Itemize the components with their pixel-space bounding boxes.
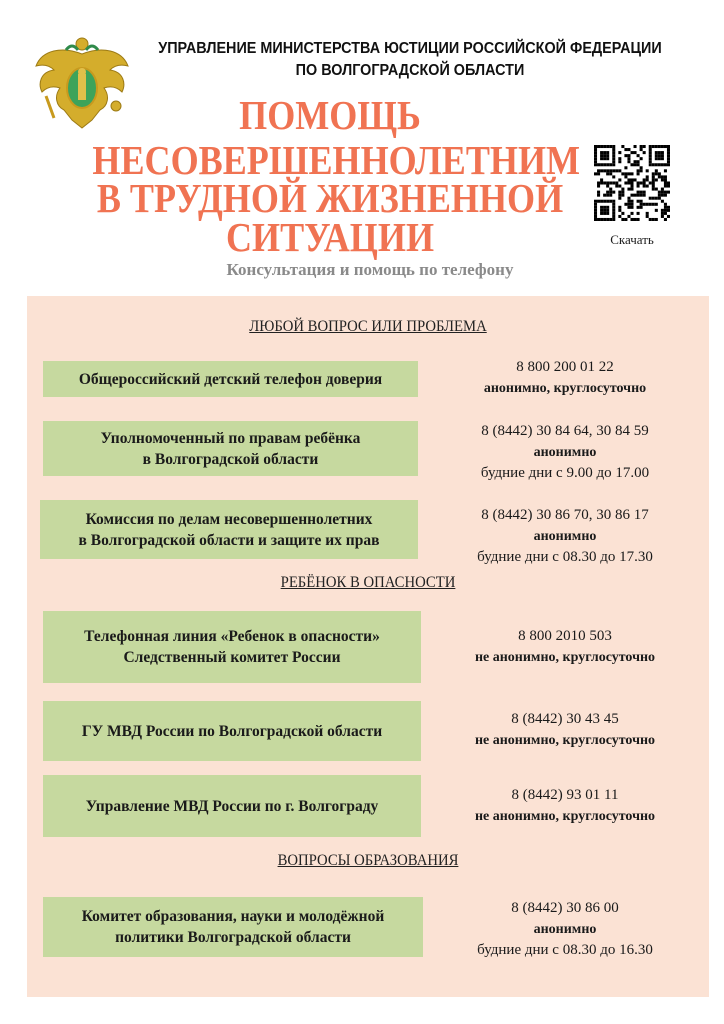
org-name-line: Управление МВД России по г. Волгограду	[85, 797, 379, 815]
org-mvd-region	[43, 701, 421, 761]
availability-note: не анонимно, круглосуточно	[474, 809, 656, 824]
phone-number[interactable]: 8 800 2010 503	[518, 628, 612, 644]
org-name-line: Уполномоченный по правам ребёнка	[100, 429, 361, 447]
poster-title-line3: В ТРУДНОЙ ЖИЗНЕННОЙ	[96, 175, 564, 221]
phone-number[interactable]: 8 (8442) 30 86 00	[511, 900, 619, 916]
section-heading-any-question: ЛЮБОЙ ВОПРОС ИЛИ ПРОБЛЕМА	[249, 318, 487, 335]
org-child-danger-line	[43, 611, 421, 683]
availability-note: не анонимно, круглосуточно	[474, 733, 656, 748]
phone-number[interactable]: 8 800 200 01 22	[516, 359, 614, 375]
org-name-line: Телефонная линия «Ребенок в опасности»	[84, 628, 380, 645]
working-hours: будние дни с 08.30 до 16.30	[477, 942, 653, 958]
phone-number[interactable]: 8 (8442) 30 86 70, 30 86 17	[481, 507, 649, 523]
org-name-line: политики Волгоградской области	[115, 929, 351, 946]
org-education-committee	[43, 897, 423, 957]
org-name-line: Следственный комитет России	[123, 649, 341, 666]
download-label[interactable]: Скачать	[610, 232, 654, 247]
availability-note: анонимно, круглосуточно	[483, 381, 647, 396]
contact-info	[430, 898, 700, 961]
section-heading-child-in-danger: РЕБЁНОК В ОПАСНОСТИ	[280, 574, 456, 591]
org-minors-commission	[40, 500, 418, 559]
section-heading-education: ВОПРОСЫ ОБРАЗОВАНИЯ	[277, 852, 459, 869]
phone-number[interactable]: 8 (8442) 93 01 11	[511, 787, 619, 803]
org-name-line: в Волгоградской области	[142, 450, 319, 468]
org-name-line: Общероссийский детский телефон доверия	[78, 370, 383, 388]
org-mvd-city	[43, 775, 421, 837]
contact-info	[430, 785, 700, 827]
contact-info	[430, 505, 700, 568]
org-name-line: ГУ МВД России по Волгоградской области	[81, 722, 383, 740]
org-name-line: Комитет образования, науки и молодёжной	[81, 908, 385, 925]
availability-note: анонимно	[533, 922, 597, 937]
contact-info	[430, 357, 700, 399]
phone-number[interactable]: 8 (8442) 30 84 64, 30 84 59	[481, 423, 649, 439]
contact-info	[430, 709, 700, 751]
availability-note: анонимно	[533, 529, 597, 544]
qr-code-icon[interactable]	[594, 145, 670, 221]
working-hours: будние дни с 9.00 до 17.00	[480, 465, 650, 481]
org-name-line: в Волгоградской области и защите их прав	[78, 531, 380, 549]
contact-info	[430, 626, 700, 668]
org-child-helpline	[43, 361, 418, 397]
working-hours: будние дни с 08.30 до 17.30	[477, 549, 653, 565]
availability-note: анонимно	[533, 445, 597, 460]
poster-title-line4: СИТУАЦИИ	[225, 214, 435, 260]
phone-number[interactable]: 8 (8442) 30 43 45	[511, 711, 619, 727]
poster-title-line2: НЕСОВЕРШЕННОЛЕТНИМ	[92, 137, 581, 183]
header-organization-line1: УПРАВЛЕНИЕ МИНИСТЕРСТВА ЮСТИЦИИ РОССИЙСКОЙ ФЕДЕРАЦИИ	[158, 40, 662, 57]
org-child-ombudsman	[43, 421, 418, 476]
subtitle: Консультация и помощь по телефону	[226, 260, 514, 279]
availability-note: не анонимно, круглосуточно	[474, 650, 656, 665]
poster-title-line1: ПОМОЩЬ	[239, 92, 421, 138]
contact-info	[430, 421, 700, 484]
org-name-line: Комиссия по делам несовершеннолетних	[85, 510, 373, 528]
header-organization-line2: ПО ВОЛГОГРАДСКОЙ ОБЛАСТИ	[295, 62, 525, 79]
